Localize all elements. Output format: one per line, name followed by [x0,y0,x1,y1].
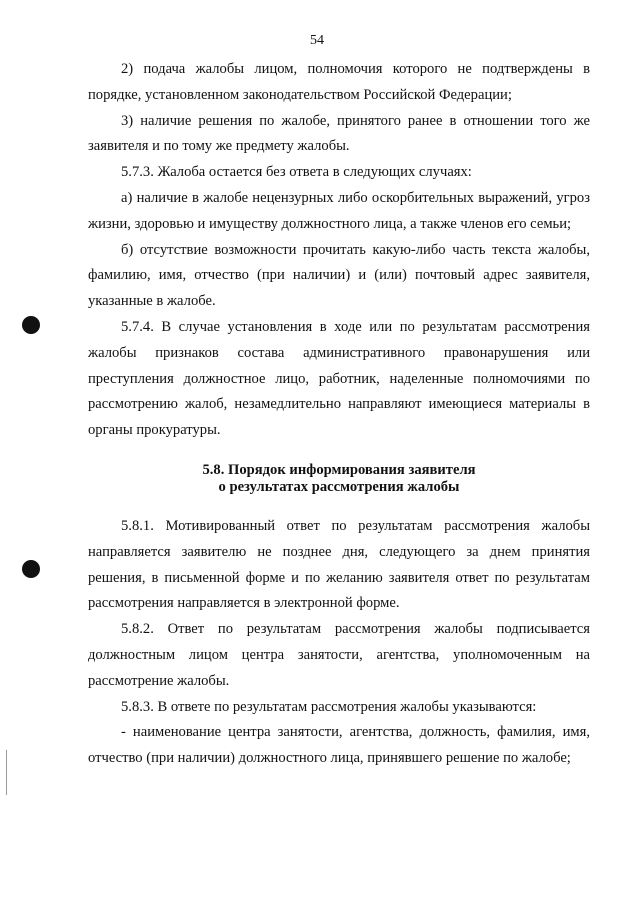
paragraph-item-a: а) наличие в жалобе нецензурных либо оскорбительных выражений, угроз жизни, здоровью и имуществу должностного лица, а также членов его семьи; [88,189,590,232]
paragraph-item-3: 3) наличие решения по жалобе, принятого ранее в отношении того же заявителя и по тому же предмету жалобы. [88,112,590,155]
page-number: 54 [310,33,324,48]
paragraph-5-8-1: 5.8.1. Мотивированный ответ по результатам рассмотрения жалобы направляется заявителю не позднее дня, следующего за днем принятия решения, в письменной форме и по желанию заявителя ответ по результатам рассмотрения направляется в электронной форме. [88,517,590,612]
document-body [88,57,590,772]
paragraph-5-7-3: 5.7.3. Жалоба остается без ответа в следующих случаях: [121,164,472,181]
paragraph-5-8-2: 5.8.2. Ответ по результатам рассмотрения жалобы подписывается должностным лицом центра занятости, агентства, уполномоченным на рассмотрение жалобы. [88,621,590,689]
scan-edge-mark [6,750,7,795]
punch-hole-mark [22,316,40,334]
section-heading-line-1: 5.8. Порядок информирования заявителя [202,461,476,478]
section-heading-line-2: о результатах рассмотрения жалобы [218,478,460,495]
section-heading [88,462,590,496]
paragraph-5-7-4: 5.7.4. В случае установления в ходе или по результатам рассмотрения жалобы признаков состава административного правонарушения или преступления должностное лицо, работник, наделенные полномочиями по рассмотрению жалоб, незамедлительно направляют имеющиеся материалы в органы прокуратуры. [88,318,590,439]
punch-hole-mark [22,560,40,578]
list-item-dash: - наименование центра занятости, агентства, должность, фамилия, имя, отчество (при наличии) должностного лица, принявшего решение по жалобе; [88,724,590,767]
paragraph-item-2: 2) подача жалобы лицом, полномочия которого не подтверждены в порядке, установленном законодательством Российской Федерации; [88,61,590,103]
paragraph-item-b: б) отсутствие возможности прочитать какую-либо часть текста жалобы, фамилию, имя, отчество (при наличии) и (или) почтовый адрес заявителя, указанные в жалобе. [88,241,590,310]
paragraph-5-8-3: 5.8.3. В ответе по результатам рассмотрения жалобы указываются: [121,698,537,715]
